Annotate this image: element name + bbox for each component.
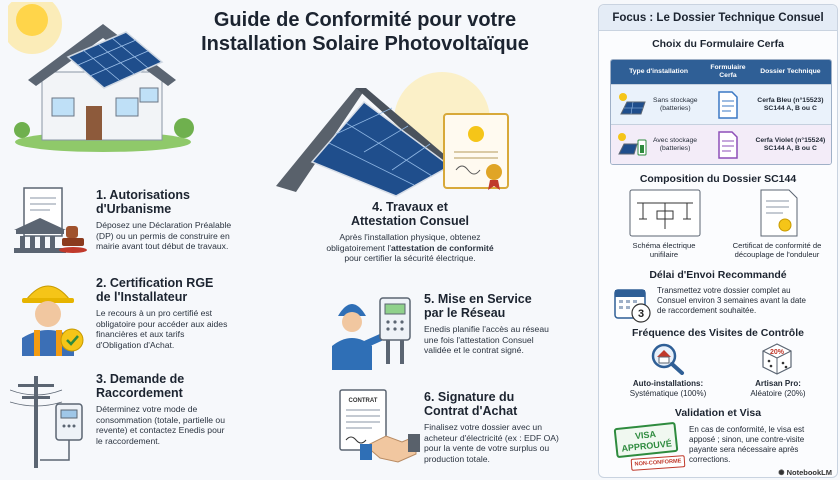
- dice-icon: [759, 341, 795, 375]
- step-3-title: 3. Demande de Raccordement: [96, 372, 185, 400]
- notebooklm-logo: ✺ NotebookLM: [778, 468, 832, 477]
- step-1-title: 1. Autorisations d'Urbanisme: [96, 188, 190, 216]
- step-5-title: 5. Mise en Service par le Réseau: [424, 292, 532, 320]
- schema-unifilaire-icon: [629, 189, 701, 237]
- step-6-description: Finalisez votre dossier avec un acheteur d'électricité (ex : EDF OA) pour la vente de votre surplus ou production totale.: [424, 422, 559, 464]
- notebooklm-icon: ✺: [778, 468, 787, 477]
- composition-item-schema: Schéma électrique unifilaire: [632, 241, 696, 259]
- frequence-section-title: Fréquence des Visites de Contrôle: [632, 327, 804, 339]
- step-4-consuel: [300, 200, 520, 264]
- step-3-description: Déterminez votre mode de consommation (totale, partielle ou revente) et contactez Enedis pour le raccordement.: [96, 404, 225, 446]
- cerfa-table: [610, 59, 832, 165]
- step-2-title: 2. Certification RGE de l'Installateur: [96, 276, 214, 304]
- table-row: Avec stockage (batteries) Cerfa Violet (n°15524) SC144 A, B ou C: [611, 124, 831, 164]
- cerfa-table-header: [611, 60, 831, 84]
- consuel-focus-panel: [598, 4, 838, 478]
- dice-percent-badge: 20%: [769, 349, 785, 356]
- panel-header: Focus : Le Dossier Technique Consuel: [599, 5, 837, 31]
- composition-section-title: Composition du Dossier SC144: [639, 173, 797, 185]
- header-dossier: Dossier Technique: [760, 68, 821, 75]
- certificat-onduleur-icon: [759, 189, 799, 237]
- town-hall-stamp-icon: [10, 186, 90, 256]
- cerfa-section-title: Choix du Formulaire Cerfa: [652, 38, 784, 50]
- page-title-line2: Installation Solaire Photovoltaïque: [201, 33, 529, 55]
- delai-text: Transmettez votre dossier complet au Consuel environ 3 semaines avant la date de raccordement souhaitée.: [657, 286, 806, 315]
- power-pole-meter-icon: [10, 370, 90, 470]
- cerfa-violet-document-icon: [718, 131, 738, 159]
- calendar-icon: [613, 285, 653, 323]
- contract-label: CONTRAT: [348, 398, 378, 404]
- magnifier-house-icon: [649, 341, 685, 375]
- validation-section-title: Validation et Visa: [674, 407, 762, 419]
- technician-meter-icon: [330, 290, 416, 370]
- house-solar-illustration: [8, 2, 198, 152]
- step-1-urbanisme: [96, 188, 256, 252]
- certified-installer-icon: [14, 270, 88, 356]
- frequence-artisan: Artisan Pro: Aléatoire (20%): [750, 379, 806, 398]
- step-4-description: Après l'installation physique, obtenez obligatoirement l'attestation de conformité pour certifier la sécurité électrique.: [326, 232, 494, 264]
- header-type: Type d'installation: [629, 68, 689, 75]
- step-2-description: Le recours à un pro certifié est obligatoire pour accéder aux aides financières et aux tarifs d'Obligation d'Achat.: [96, 308, 228, 350]
- non-conforme-stamp: NON-CONFORME: [631, 455, 686, 471]
- step-6-title: 6. Signature du Contrat d'Achat: [424, 390, 518, 418]
- visa-stamp: VISA APPROUVÉ: [614, 422, 679, 458]
- step-6-contrat: [424, 390, 594, 464]
- step-5-description: Enedis planifie l'accès au réseau une fois l'attestation Consuel validée et le contrat signé.: [424, 324, 549, 356]
- calendar-number: 3: [637, 308, 645, 320]
- frequence-auto: Auto-installations: Systématique (100%): [629, 379, 707, 398]
- solar-battery-icon: [617, 132, 647, 158]
- cerfa-blue-document-icon: [718, 91, 738, 119]
- validation-text: En cas de conformité, le visa est apposé ; sinon, une contre-visite payante sera nécessaire après corrections.: [689, 425, 805, 464]
- composition-item-certificat: Certificat de conformité de découplage de l'onduleur: [732, 241, 822, 259]
- step-2-certification: [96, 276, 256, 350]
- step-1-description: Déposez une Déclaration Préalable (DP) ou un permis de construire en mairie avant tout début de travaux.: [96, 220, 232, 252]
- delai-section-title: Délai d'Envoi Recommandé: [649, 269, 787, 281]
- table-row: Sans stockage (batteries) Cerfa Bleu (n°15523) SC144 A, B ou C: [611, 84, 831, 124]
- page-title-line1: Guide de Conformité pour votre: [213, 9, 517, 31]
- attestation-highlight: attestation de conformité: [391, 242, 494, 253]
- page-title: [150, 8, 580, 56]
- solar-panel-icon: [617, 92, 647, 118]
- contract-handshake-icon: [336, 386, 420, 470]
- step-5-mise-en-service: [424, 292, 589, 356]
- roof-panels-certificate-illustration: [272, 68, 522, 198]
- step-3-raccordement: [96, 372, 256, 446]
- step-4-title: 4. Travaux et Attestation Consuel: [350, 200, 470, 228]
- header-formulaire: Formulaire Cerfa: [710, 64, 746, 79]
